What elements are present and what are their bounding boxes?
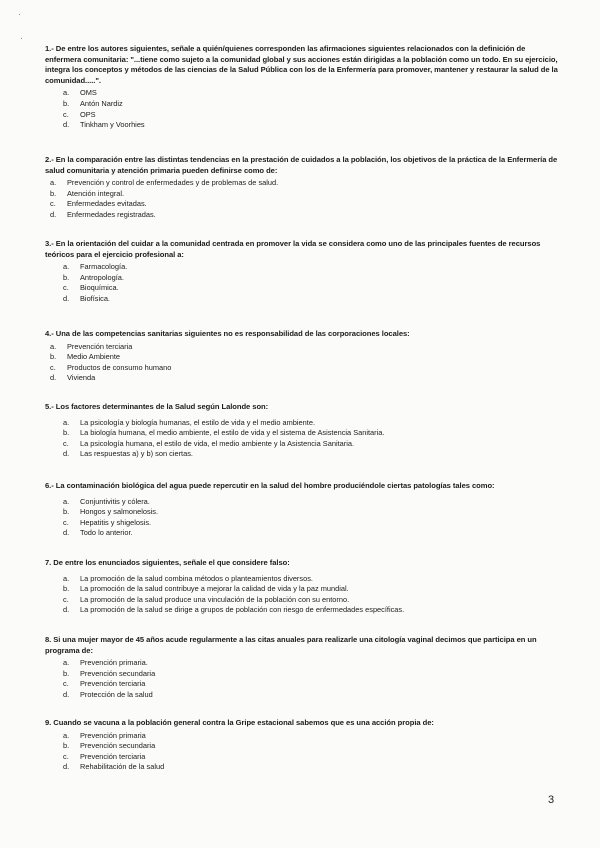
scan-speck: · — [18, 10, 21, 19]
question-stem: 9. Cuando se vacuna a la población general contra la Gripe estacional sabemos que es una acción propia de: — [45, 718, 434, 727]
options-list — [50, 178, 560, 220]
option: a. Prevención terciaria — [50, 341, 133, 351]
option: b. La promoción de la salud contribuye a mejorar la calidad de vida y la paz mundial. — [63, 584, 349, 594]
question-stem: 5.- Los factores determinantes de la Salud según Lalonde son: — [45, 402, 269, 411]
question-stem: 2.- En la comparación entre las distintas tendencias en la prestación de cuidados a la población, los objetivos de la práctica de la Enfermería de salud comunitaria y atención primaria pueden definirse como de: — [45, 155, 558, 175]
options-list — [63, 574, 560, 616]
page-number: 3 — [548, 794, 555, 806]
options-list — [63, 418, 560, 460]
options-list — [63, 262, 560, 304]
option: d. Todo lo anterior. — [63, 528, 133, 538]
option: d. Tinkham y Voorhies — [63, 120, 145, 130]
question-stem: 1.- De entre los autores siguientes, señale a quién/quienes corresponden las afirmaciones siguientes relacionados con la definición de enfermera comunitaria: "...tiene como sujeto a la comunidad global y sus acciones están dirigidas a la población como un todo. En su ejercicio, integra los conceptos y métodos de las ciencias de la Salud Pública con los de la Enfermería para promover, mantener y restaurar la salud de la comunidad.....". — [45, 44, 558, 85]
option: d. Protección de la salud — [63, 689, 153, 699]
option: d. Biofísica. — [63, 293, 110, 303]
option: c. Prevención terciaria — [63, 679, 146, 689]
question-stem: 8. Si una mujer mayor de 45 años acude regularmente a las citas anuales para realizarle una citología vaginal decimos que participa en un programa de: — [45, 635, 537, 655]
option: b. Hongos y salmonelosis. — [63, 507, 159, 517]
option: a. La promoción de la salud combina métodos o planteamientos diversos. — [63, 573, 313, 583]
question-stem: 4.- Una de las competencias sanitarias siguientes no es responsabilidad de las corporaciones locales: — [45, 329, 410, 338]
question-7 — [45, 558, 560, 616]
option: a. OMS — [63, 88, 97, 98]
option: a. Prevención y control de enfermedades y de problemas de salud. — [50, 178, 279, 188]
option: c. Hepatitis y shigelosis. — [63, 517, 152, 527]
option: a. Conjuntivitis y cólera. — [63, 496, 150, 506]
question-9 — [45, 718, 560, 773]
option: c. OPS — [63, 109, 96, 119]
option: a. Prevención primaria — [63, 730, 146, 740]
options-list — [63, 658, 560, 700]
question-3 — [45, 239, 560, 305]
option: d. Rehabilitación de la salud — [63, 762, 165, 772]
scan-speck: · — [20, 34, 23, 43]
option: c. Bioquímica. — [63, 283, 119, 293]
option: b. Prevención secundaria — [63, 668, 156, 678]
option: b. La biología humana, el medio ambiente, el estilo de vida y el sistema de Asistencia Sanitaria. — [63, 428, 385, 438]
options-list — [50, 342, 560, 384]
option: d. Vivienda — [50, 373, 96, 383]
option: c. Enfermedades evitadas. — [50, 199, 147, 209]
option: c. La psicología humana, el estilo de vida, el medio ambiente y la Asistencia Sanitaria. — [63, 438, 355, 448]
option: b. Antón Nardiz — [63, 98, 123, 108]
question-stem: 7. De entre los enunciados siguientes, señale el que considere falso: — [45, 558, 290, 567]
option: d. Enfermedades registradas. — [50, 209, 156, 219]
question-2 — [45, 155, 560, 221]
option: c. La promoción de la salud produce una vinculación de la población con su entorno. — [63, 594, 350, 604]
question-1 — [45, 44, 560, 131]
option: d. Las respuestas a) y b) son ciertas. — [63, 449, 193, 459]
options-list — [63, 88, 560, 130]
question-5 — [45, 402, 560, 460]
option: b. Prevención secundaria — [63, 741, 156, 751]
option: a. La psicología y biología humanas, el estilo de vida y el medio ambiente. — [63, 417, 315, 427]
question-stem: 3.- En la orientación del cuidar a la comunidad centrada en promover la vida se considera como uno de las principales fuentes de recursos teóricos para el ejercicio profesional a: — [45, 239, 541, 259]
question-6 — [45, 481, 560, 539]
option: b. Atención integral. — [50, 188, 125, 198]
option: a. Farmacología. — [63, 262, 128, 272]
question-4 — [45, 329, 560, 384]
question-stem: 6.- La contaminación biológica del agua puede repercutir en la salud del hombre produciéndole ciertas patologías tales como: — [45, 481, 495, 490]
option: b. Medio Ambiente — [50, 352, 120, 362]
option: b. Antropología. — [63, 272, 124, 282]
question-8 — [45, 635, 560, 701]
options-list — [63, 731, 560, 773]
option: c. Productos de consumo humano — [50, 362, 172, 372]
option: c. Prevención terciaria — [63, 751, 146, 761]
options-list — [63, 497, 560, 539]
option: a. Prevención primaria. — [63, 658, 148, 668]
option: d. La promoción de la salud se dirige a grupos de población con riesgo de enfermedades específicas. — [63, 605, 405, 615]
